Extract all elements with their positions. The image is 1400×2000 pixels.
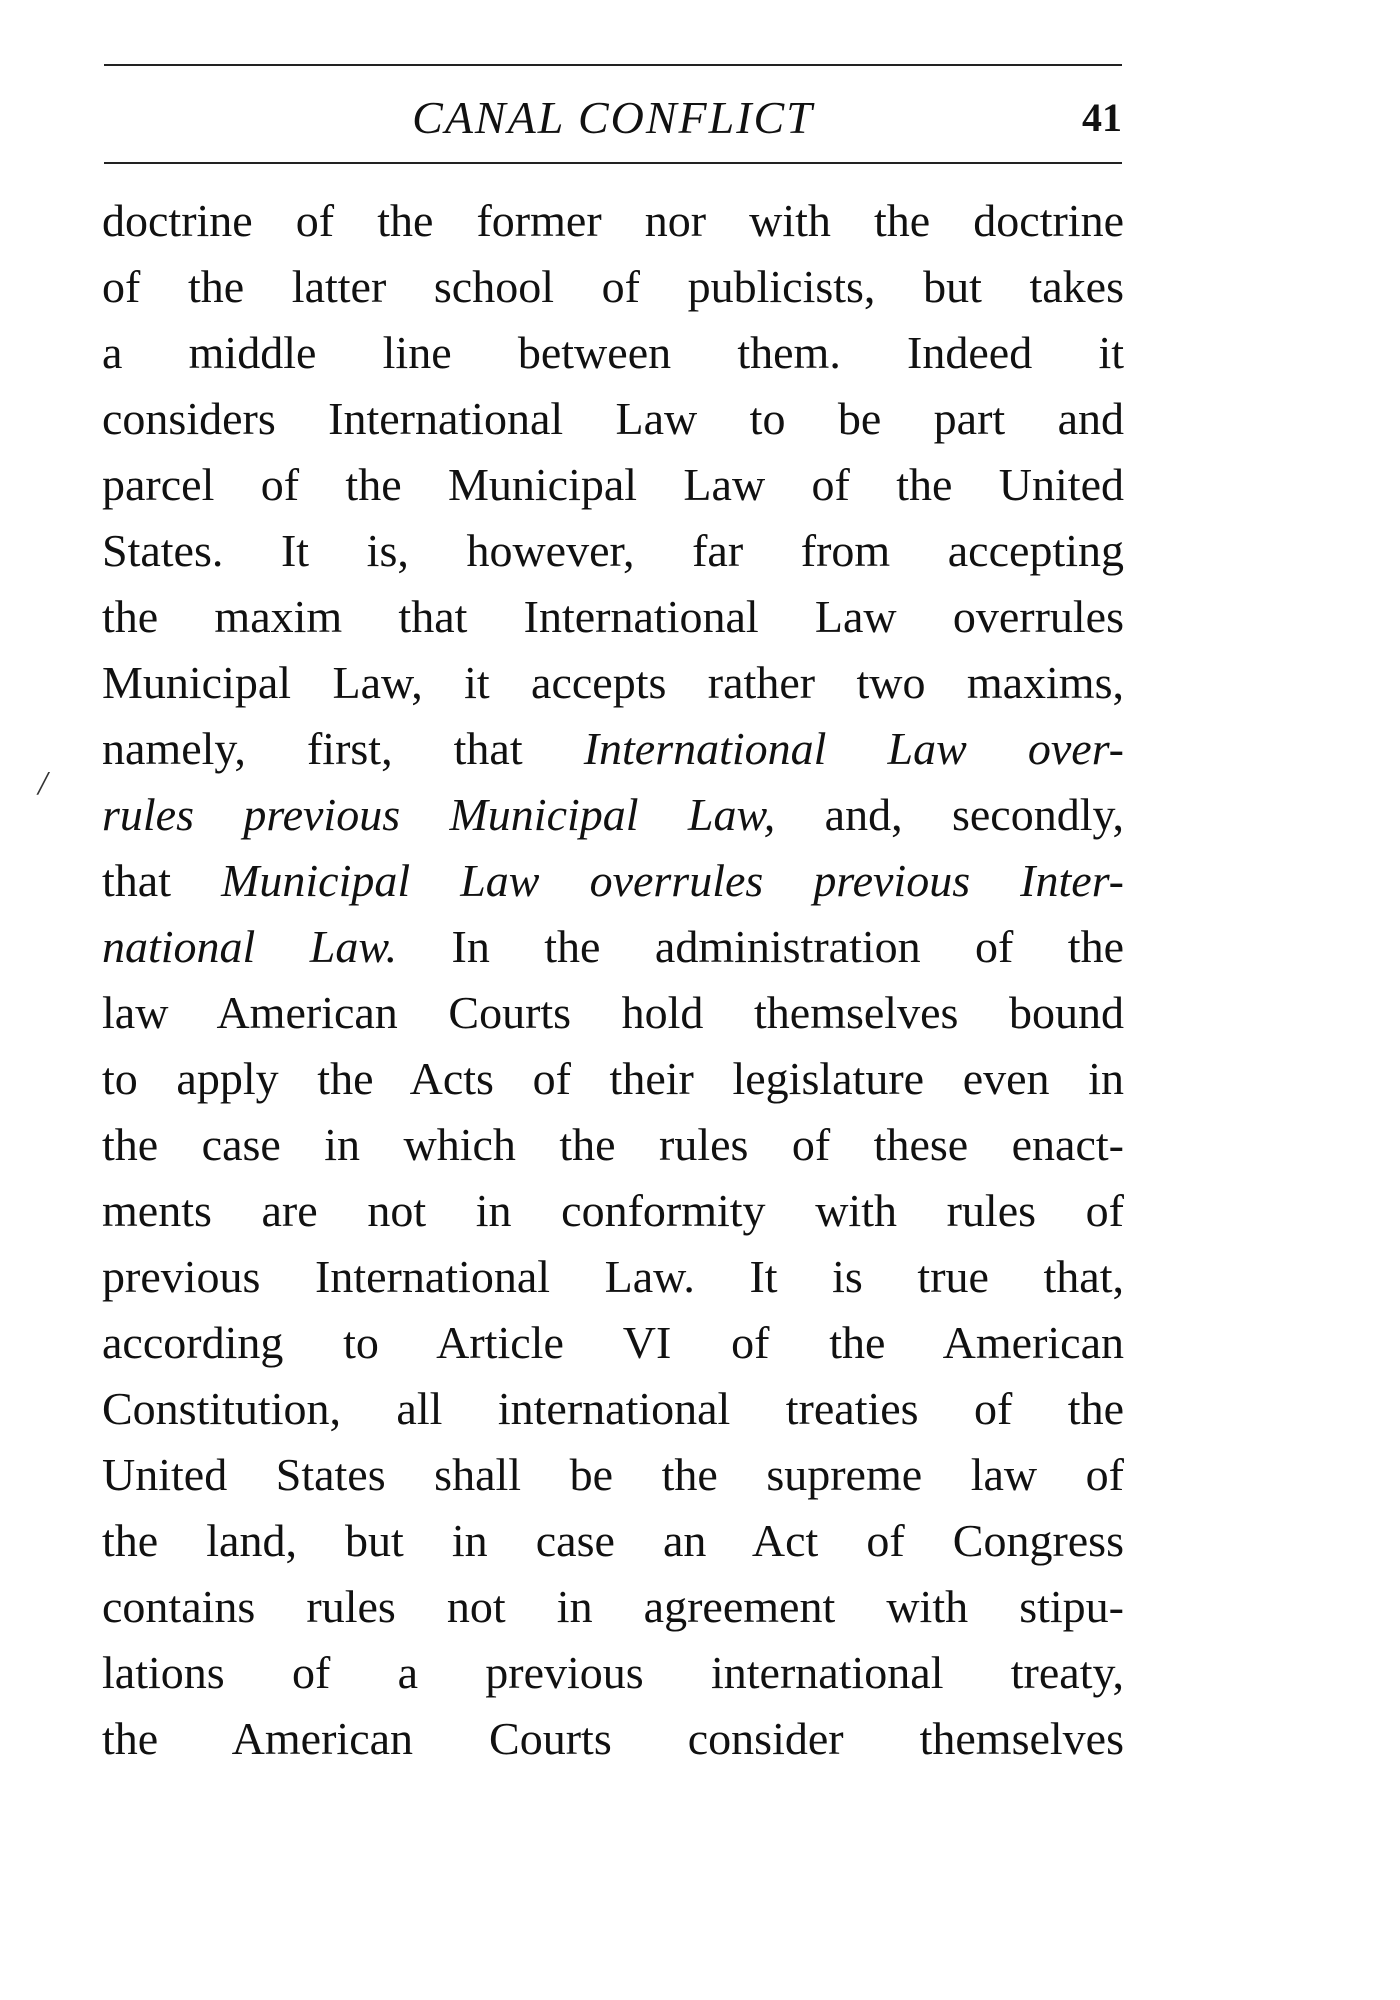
text-line bbox=[102, 452, 1124, 518]
text-line bbox=[102, 1574, 1124, 1640]
line-text: ments are not in conformity with rules of bbox=[102, 1185, 1124, 1236]
text-line bbox=[102, 914, 1124, 980]
text-line bbox=[102, 1178, 1124, 1244]
line-text: of the latter school of publicists, but takes bbox=[102, 261, 1124, 312]
line-text: doctrine of the former nor with the doctrine bbox=[102, 195, 1124, 246]
line-text: that bbox=[102, 855, 222, 906]
running-head bbox=[104, 88, 1122, 148]
line-text: Municipal Law, it accepts rather two maxims, bbox=[102, 657, 1124, 708]
header-top-rule bbox=[104, 64, 1122, 66]
line-text: States. It is, however, far from accepting bbox=[102, 525, 1124, 576]
text-line bbox=[102, 782, 1124, 848]
line-text: the case in which the rules of these enact- bbox=[102, 1119, 1124, 1170]
header-bottom-rule bbox=[104, 162, 1122, 164]
text-line bbox=[102, 1508, 1124, 1574]
text-line bbox=[102, 1244, 1124, 1310]
running-title: CANAL CONFLICT bbox=[412, 92, 814, 143]
text-line bbox=[102, 1442, 1124, 1508]
text-line bbox=[102, 1376, 1124, 1442]
line-text: the maxim that International Law overrules bbox=[102, 591, 1124, 642]
line-text: previous International Law. It is true that, bbox=[102, 1251, 1124, 1302]
text-line bbox=[102, 1640, 1124, 1706]
line-text: Constitution, all international treaties of the bbox=[102, 1383, 1124, 1434]
text-line bbox=[102, 1706, 1124, 1772]
text-line bbox=[102, 386, 1124, 452]
line-text: and, secondly, bbox=[775, 789, 1124, 840]
line-text: contains rules not in agreement with stipu- bbox=[102, 1581, 1124, 1632]
line-text: In the administration of the bbox=[397, 921, 1124, 972]
italic-text: Municipal Law overrules previous Inter- bbox=[221, 855, 1124, 906]
line-text: a middle line between them. Indeed it bbox=[102, 327, 1124, 378]
text-line bbox=[102, 1310, 1124, 1376]
body-paragraph bbox=[102, 188, 1124, 1772]
line-text: the land, but in case an Act of Congress bbox=[102, 1515, 1124, 1566]
margin-pencil-mark: / bbox=[38, 765, 48, 802]
italic-text: International Law over- bbox=[583, 723, 1125, 774]
text-line bbox=[102, 848, 1124, 914]
line-text: considers International Law to be part and bbox=[102, 393, 1124, 444]
text-line bbox=[102, 650, 1124, 716]
line-text: lations of a previous international treaty, bbox=[102, 1647, 1124, 1698]
text-line bbox=[102, 254, 1124, 320]
line-text: parcel of the Municipal Law of the United bbox=[102, 459, 1124, 510]
text-line bbox=[102, 1112, 1124, 1178]
line-text: United States shall be the supreme law of bbox=[102, 1449, 1124, 1500]
text-line bbox=[102, 716, 1124, 782]
page-number: 41 bbox=[1082, 95, 1122, 140]
italic-text: rules previous Municipal Law, bbox=[102, 789, 776, 840]
line-text: law American Courts hold themselves bound bbox=[102, 987, 1124, 1038]
text-line bbox=[102, 188, 1124, 254]
text-line bbox=[102, 320, 1124, 386]
text-line bbox=[102, 1046, 1124, 1112]
line-text: namely, first, that bbox=[102, 723, 584, 774]
line-text: the American Courts consider themselves bbox=[102, 1713, 1124, 1764]
text-line bbox=[102, 584, 1124, 650]
text-line bbox=[102, 518, 1124, 584]
text-line bbox=[102, 980, 1124, 1046]
line-text: to apply the Acts of their legislature even in bbox=[102, 1053, 1124, 1104]
line-text: according to Article VI of the American bbox=[102, 1317, 1124, 1368]
italic-text: national Law. bbox=[102, 921, 398, 972]
